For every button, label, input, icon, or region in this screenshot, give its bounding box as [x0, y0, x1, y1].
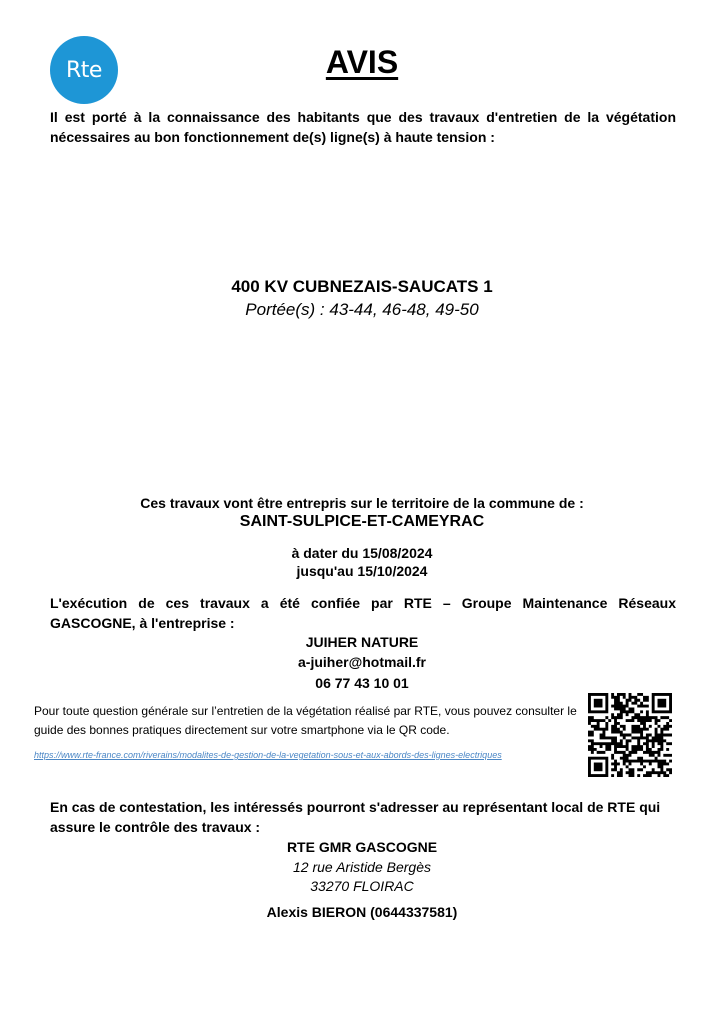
- rte-local-address-street: 12 rue Aristide Bergès: [293, 859, 431, 875]
- rte-local-name: RTE GMR GASCOGNE: [286, 839, 438, 855]
- rte-local-contact: Alexis BIERON (0644337581): [266, 904, 458, 920]
- qr-code-icon: [588, 693, 672, 777]
- commune-intro: Ces travaux vont être entrepris sur le territoire de la commune de :: [140, 495, 584, 511]
- line-spans: Portée(s) : 43-44, 46-48, 49-50: [245, 300, 479, 319]
- line-name: 400 KV CUBNEZAIS-SAUCATS 1: [231, 277, 493, 296]
- commune-name: SAINT-SULPICE-ET-CAMEYRAC: [239, 513, 485, 530]
- intro-paragraph: Il est porté à la connaissance des habitants que des travaux d'entretien de la végétation nécessaires au bon fonctionnement de(s) ligne(s) à haute tension :: [50, 109, 676, 145]
- general-info-paragraph: Pour toute question générale sur l’entretien de la végétation réalisé par RTE, vous pouvez consulter le guide des bonnes pratiques directement sur votre smartphone via le QR code.: [34, 704, 577, 737]
- contractor-email[interactable]: a-juiher@hotmail.fr: [298, 654, 426, 670]
- contractor-name: JUIHER NATURE: [305, 634, 419, 650]
- execution-paragraph: L'exécution de ces travaux a été confiée par RTE – Groupe Maintenance Réseaux GASCOGNE, à l'entreprise :: [50, 595, 676, 631]
- guide-link[interactable]: https://www.rte-france.com/riverains/modalites-de-gestion-de-la-vegetation-sous-et-aux-abords-des-lignes-electriques: [34, 750, 502, 760]
- notice-title: AVIS: [325, 44, 399, 80]
- contractor-phone: 06 77 43 10 01: [315, 675, 409, 691]
- rte-local-address-city: 33270 FLOIRAC: [310, 878, 414, 894]
- contestation-paragraph: En cas de contestation, les intéressés pourront s'adresser au représentant local de RTE qui assure le contrôle des travaux :: [50, 799, 661, 835]
- qr-code: [588, 693, 672, 777]
- end-date: jusqu'au 15/10/2024: [296, 563, 428, 579]
- rte-logo-text: Rte: [66, 57, 102, 83]
- start-date: à dater du 15/08/2024: [291, 545, 433, 561]
